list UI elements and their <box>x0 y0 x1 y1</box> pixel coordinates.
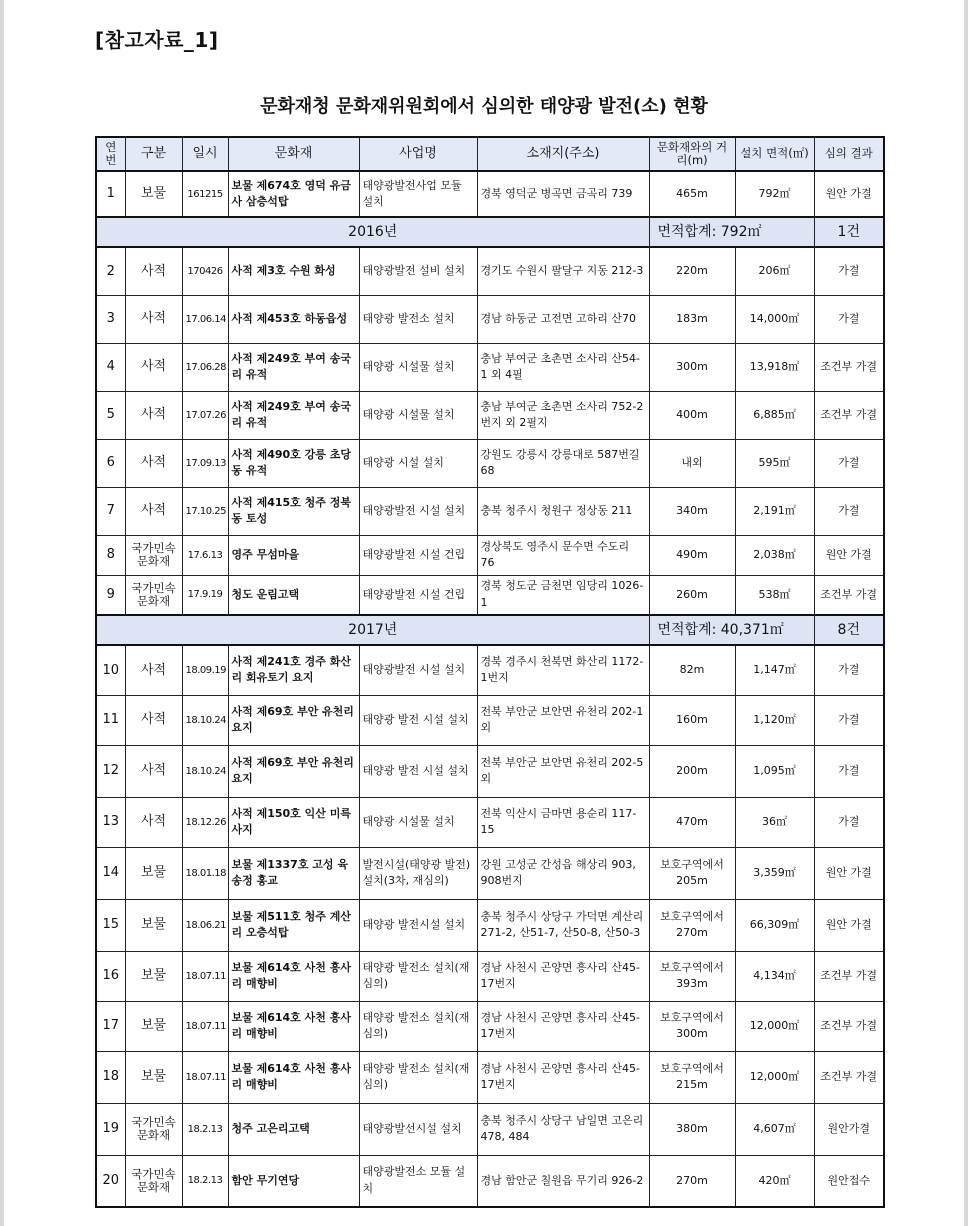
row-heritage: 사적 제415호 청주 정북동 토성 <box>228 487 359 535</box>
row-distance: 470m <box>649 797 735 847</box>
row-heritage: 함안 무기연당 <box>228 1155 359 1207</box>
row-number: 8 <box>96 535 125 575</box>
row-number: 6 <box>96 439 125 487</box>
row-area: 3,359㎡ <box>735 847 814 899</box>
header-category: 구분 <box>125 137 182 171</box>
row-date: 18.07.11 <box>182 951 228 1001</box>
header-no: 연번 <box>96 137 125 171</box>
header-area: 설치 면적(㎡) <box>735 137 814 171</box>
row-heritage: 사적 제69호 부안 유천리 요지 <box>228 695 359 745</box>
table-row <box>96 951 884 1001</box>
row-result: 가결 <box>814 645 884 695</box>
row-address: 충남 부여군 초촌면 소사리 752-2번지 외 2필지 <box>477 391 649 439</box>
table-row <box>96 645 884 695</box>
header-date: 일시 <box>182 137 228 171</box>
row-date: 18.07.11 <box>182 1051 228 1103</box>
row-category: 보물 <box>125 951 182 1001</box>
row-distance: 183m <box>649 295 735 343</box>
row-result: 조건부 가결 <box>814 343 884 391</box>
row-area: 66,309㎡ <box>735 899 814 951</box>
row-result: 조건부 가결 <box>814 1051 884 1103</box>
header-address: 소재지(주소) <box>477 137 649 171</box>
table-row <box>96 745 884 797</box>
row-category: 국가민속 문화재 <box>125 575 182 615</box>
row-date: 17.6.13 <box>182 535 228 575</box>
row-result: 원안 가결 <box>814 171 884 217</box>
row-heritage: 청주 고은리고택 <box>228 1103 359 1155</box>
table-row <box>96 1001 884 1051</box>
row-heritage: 사적 제490호 강릉 초당동 유적 <box>228 439 359 487</box>
row-project: 태양광발전 시설 설치 <box>359 487 477 535</box>
row-area: 1,147㎡ <box>735 645 814 695</box>
header-result: 심의 결과 <box>814 137 884 171</box>
row-distance: 보호구역에서 205m <box>649 847 735 899</box>
row-category: 사적 <box>125 295 182 343</box>
row-address: 경북 경주시 천북면 화산리 1172-1번지 <box>477 645 649 695</box>
row-number: 13 <box>96 797 125 847</box>
row-category: 국가민속 문화재 <box>125 1103 182 1155</box>
page-border-right <box>964 0 968 1226</box>
row-date: 18.01.18 <box>182 847 228 899</box>
row-category: 사적 <box>125 645 182 695</box>
row-distance: 보호구역에서 393m <box>649 951 735 1001</box>
row-distance: 내외 <box>649 439 735 487</box>
row-project: 태양광 발전 시설 설치 <box>359 745 477 797</box>
row-number: 5 <box>96 391 125 439</box>
row-area: 792㎡ <box>735 171 814 217</box>
row-category: 사적 <box>125 343 182 391</box>
row-date: 17.09.13 <box>182 439 228 487</box>
row-category: 보물 <box>125 1051 182 1103</box>
row-area: 1,095㎡ <box>735 745 814 797</box>
row-number: 17 <box>96 1001 125 1051</box>
row-distance: 300m <box>649 343 735 391</box>
summary-count: 1건 <box>814 217 884 247</box>
row-area: 12,000㎡ <box>735 1051 814 1103</box>
row-project: 태양광 발전시설 설치 <box>359 899 477 951</box>
row-distance: 270m <box>649 1155 735 1207</box>
row-distance: 260m <box>649 575 735 615</box>
table-row <box>96 899 884 951</box>
row-heritage: 사적 제241호 경주 화산리 회유토기 요지 <box>228 645 359 695</box>
row-project: 태양광 시설물 설치 <box>359 797 477 847</box>
row-result: 조건부 가결 <box>814 1001 884 1051</box>
row-heritage: 사적 제249호 부여 송국리 유적 <box>228 343 359 391</box>
row-distance: 보호구역에서 215m <box>649 1051 735 1103</box>
row-project: 태양광발전소 모듈 설치 <box>359 1155 477 1207</box>
row-category: 사적 <box>125 391 182 439</box>
row-project: 태양광발선시설 설치 <box>359 1103 477 1155</box>
table-row <box>96 487 884 535</box>
row-date: 18.10.24 <box>182 695 228 745</box>
row-number: 10 <box>96 645 125 695</box>
row-area: 2,038㎡ <box>735 535 814 575</box>
table-row <box>96 575 884 615</box>
document-title: 문화재청 문화재위원회에서 심의한 태양광 발전(소) 현황 <box>260 96 708 117</box>
row-category: 사적 <box>125 695 182 745</box>
row-address: 경기도 수원시 팔달구 지동 212-3 <box>477 247 649 295</box>
row-number: 3 <box>96 295 125 343</box>
solar-review-table <box>95 136 885 1208</box>
row-area: 13,918㎡ <box>735 343 814 391</box>
row-distance: 465m <box>649 171 735 217</box>
row-date: 17.10.25 <box>182 487 228 535</box>
row-area: 6,885㎡ <box>735 391 814 439</box>
row-project: 태양광 시설 설치 <box>359 439 477 487</box>
row-heritage: 보물 제614호 사천 흥사리 매향비 <box>228 1001 359 1051</box>
row-address: 충북 청주시 상당구 남일면 고은리 478, 484 <box>477 1103 649 1155</box>
summary-count: 8건 <box>814 615 884 645</box>
row-area: 595㎡ <box>735 439 814 487</box>
row-result: 원안접수 <box>814 1155 884 1207</box>
row-number: 2 <box>96 247 125 295</box>
row-heritage: 보물 제614호 사천 흥사리 매향비 <box>228 951 359 1001</box>
row-category: 보물 <box>125 1001 182 1051</box>
row-result: 원안 가결 <box>814 535 884 575</box>
row-category: 국가민속 문화재 <box>125 535 182 575</box>
row-result: 가결 <box>814 295 884 343</box>
row-category: 사적 <box>125 439 182 487</box>
summary-area-total: 면적합계: 40,371㎡ <box>649 615 814 645</box>
row-area: 206㎡ <box>735 247 814 295</box>
row-area: 420㎡ <box>735 1155 814 1207</box>
row-address: 충남 부여군 초촌면 소사리 산54-1 외 4필 <box>477 343 649 391</box>
row-number: 18 <box>96 1051 125 1103</box>
row-result: 가결 <box>814 247 884 295</box>
row-address: 경북 청도군 금천면 임당리 1026-1 <box>477 575 649 615</box>
row-result: 가결 <box>814 695 884 745</box>
row-address: 경상북도 영주시 문수면 수도리 76 <box>477 535 649 575</box>
row-date: 18.10.24 <box>182 745 228 797</box>
year-summary-row <box>96 615 884 645</box>
row-project: 발전시설(태양광 발전) 설치(3차, 재심의) <box>359 847 477 899</box>
table-header-row <box>96 137 884 171</box>
row-heritage: 사적 제3호 수원 화성 <box>228 247 359 295</box>
row-date: 17.06.14 <box>182 295 228 343</box>
row-address: 충북 청주시 청원구 정상동 211 <box>477 487 649 535</box>
row-date: 17.07.26 <box>182 391 228 439</box>
row-date: 17.9.19 <box>182 575 228 615</box>
row-result: 조건부 가결 <box>814 391 884 439</box>
row-project: 태양광 발전소 설치(재심의) <box>359 951 477 1001</box>
row-project: 태양광발전 시설 설치 <box>359 645 477 695</box>
row-distance: 160m <box>649 695 735 745</box>
row-address: 충북 청주시 상당구 가덕면 계산리 271-2, 산51-7, 산50-8, 산50-3 <box>477 899 649 951</box>
row-project: 태양광 시설물 설치 <box>359 391 477 439</box>
row-area: 538㎡ <box>735 575 814 615</box>
row-date: 18.12.26 <box>182 797 228 847</box>
row-address: 강원 고성군 간성읍 해상리 903, 908번지 <box>477 847 649 899</box>
row-date: 161215 <box>182 171 228 217</box>
row-address: 경남 사천시 곤양면 흥사리 산45-17번지 <box>477 1051 649 1103</box>
row-number: 12 <box>96 745 125 797</box>
row-project: 태양광발전 시설 건립 <box>359 535 477 575</box>
table-row <box>96 1103 884 1155</box>
table-row <box>96 847 884 899</box>
table-row <box>96 439 884 487</box>
row-number: 16 <box>96 951 125 1001</box>
table-row <box>96 295 884 343</box>
summary-year: 2016년 <box>96 217 649 247</box>
row-category: 사적 <box>125 247 182 295</box>
row-result: 조건부 가결 <box>814 575 884 615</box>
row-result: 가결 <box>814 797 884 847</box>
row-address: 강원도 강릉시 강릉대로 587번길 68 <box>477 439 649 487</box>
row-distance: 보호구역에서 270m <box>649 899 735 951</box>
row-result: 원안 가결 <box>814 899 884 951</box>
table-row <box>96 535 884 575</box>
row-heritage: 사적 제249호 부여 송국리 유적 <box>228 391 359 439</box>
row-address: 경북 영덕군 병곡면 금곡리 739 <box>477 171 649 217</box>
table-row <box>96 247 884 295</box>
row-result: 가결 <box>814 745 884 797</box>
table-row <box>96 171 884 217</box>
row-result: 원안가결 <box>814 1103 884 1155</box>
row-heritage: 보물 제1337호 고성 육송정 홍교 <box>228 847 359 899</box>
row-heritage: 보물 제674호 영덕 유금사 삼층석탑 <box>228 171 359 217</box>
row-area: 14,000㎡ <box>735 295 814 343</box>
row-area: 36㎡ <box>735 797 814 847</box>
row-result: 원안 가결 <box>814 847 884 899</box>
row-distance: 82m <box>649 645 735 695</box>
row-category: 사적 <box>125 745 182 797</box>
row-area: 4,134㎡ <box>735 951 814 1001</box>
row-project: 태양광발전 시설 건립 <box>359 575 477 615</box>
row-address: 경남 사천시 곤양면 흥사리 산45-17번지 <box>477 1001 649 1051</box>
row-heritage: 청도 운림고택 <box>228 575 359 615</box>
row-project: 태양광 시설물 설치 <box>359 343 477 391</box>
row-date: 17.06.28 <box>182 343 228 391</box>
row-number: 14 <box>96 847 125 899</box>
row-distance: 490m <box>649 535 735 575</box>
row-heritage: 사적 제69호 부안 유천리 요지 <box>228 745 359 797</box>
row-area: 12,000㎡ <box>735 1001 814 1051</box>
table-row <box>96 391 884 439</box>
table-row <box>96 1051 884 1103</box>
row-date: 18.2.13 <box>182 1155 228 1207</box>
row-date: 18.07.11 <box>182 1001 228 1051</box>
row-date: 18.09.19 <box>182 645 228 695</box>
row-number: 15 <box>96 899 125 951</box>
row-heritage: 보물 제511호 청주 계산리 오층석탑 <box>228 899 359 951</box>
row-area: 4,607㎡ <box>735 1103 814 1155</box>
row-address: 전북 부안군 보안면 유천리 202-1 외 <box>477 695 649 745</box>
row-address: 경남 하동군 고전면 고하리 산70 <box>477 295 649 343</box>
header-heritage: 문화재 <box>228 137 359 171</box>
row-date: 18.06.21 <box>182 899 228 951</box>
table-row <box>96 695 884 745</box>
row-distance: 220m <box>649 247 735 295</box>
row-category: 사적 <box>125 797 182 847</box>
row-area: 1,120㎡ <box>735 695 814 745</box>
row-address: 전북 익산시 금마면 용순리 117-15 <box>477 797 649 847</box>
row-project: 태양광발전 설비 설치 <box>359 247 477 295</box>
summary-year: 2017년 <box>96 615 649 645</box>
row-result: 가결 <box>814 439 884 487</box>
table-row <box>96 343 884 391</box>
row-project: 태양광발전사업 모듈 설치 <box>359 171 477 217</box>
year-summary-row <box>96 217 884 247</box>
row-number: 9 <box>96 575 125 615</box>
row-number: 4 <box>96 343 125 391</box>
header-project: 사업명 <box>359 137 477 171</box>
row-project: 태양광 발전 시설 설치 <box>359 695 477 745</box>
row-date: 18.2.13 <box>182 1103 228 1155</box>
row-heritage: 보물 제614호 사천 흥사리 매향비 <box>228 1051 359 1103</box>
row-address: 경남 사천시 곤양면 흥사리 산45-17번지 <box>477 951 649 1001</box>
row-heritage: 사적 제453호 하동읍성 <box>228 295 359 343</box>
row-project: 태양광 발전소 설치 <box>359 295 477 343</box>
row-category: 사적 <box>125 487 182 535</box>
row-number: 20 <box>96 1155 125 1207</box>
row-address: 경남 함안군 칠원읍 무기리 926-2 <box>477 1155 649 1207</box>
row-distance: 보호구역에서 300m <box>649 1001 735 1051</box>
row-distance: 400m <box>649 391 735 439</box>
row-project: 태양광 발전소 설치(재심의) <box>359 1051 477 1103</box>
row-heritage: 사적 제150호 익산 미륵사지 <box>228 797 359 847</box>
row-category: 보물 <box>125 847 182 899</box>
header-distance: 문화재와의 거리(m) <box>649 137 735 171</box>
summary-area-total: 면적합계: 792㎡ <box>649 217 814 247</box>
row-distance: 200m <box>649 745 735 797</box>
row-category: 국가민속 문화재 <box>125 1155 182 1207</box>
row-number: 19 <box>96 1103 125 1155</box>
row-result: 조건부 가결 <box>814 951 884 1001</box>
row-date: 170426 <box>182 247 228 295</box>
row-category: 보물 <box>125 171 182 217</box>
row-distance: 340m <box>649 487 735 535</box>
row-number: 7 <box>96 487 125 535</box>
table-row <box>96 797 884 847</box>
row-distance: 380m <box>649 1103 735 1155</box>
table-row <box>96 1155 884 1207</box>
reference-label: [참고자료_1] <box>95 28 219 52</box>
row-number: 11 <box>96 695 125 745</box>
page-border-left <box>0 0 4 1226</box>
row-address: 전북 부안군 보안면 유천리 202-5 외 <box>477 745 649 797</box>
row-result: 가결 <box>814 487 884 535</box>
row-heritage: 영주 무섬마을 <box>228 535 359 575</box>
row-number: 1 <box>96 171 125 217</box>
table-body <box>96 171 884 1207</box>
row-category: 보물 <box>125 899 182 951</box>
row-project: 태양광 발전소 설치(재심의) <box>359 1001 477 1051</box>
row-area: 2,191㎡ <box>735 487 814 535</box>
